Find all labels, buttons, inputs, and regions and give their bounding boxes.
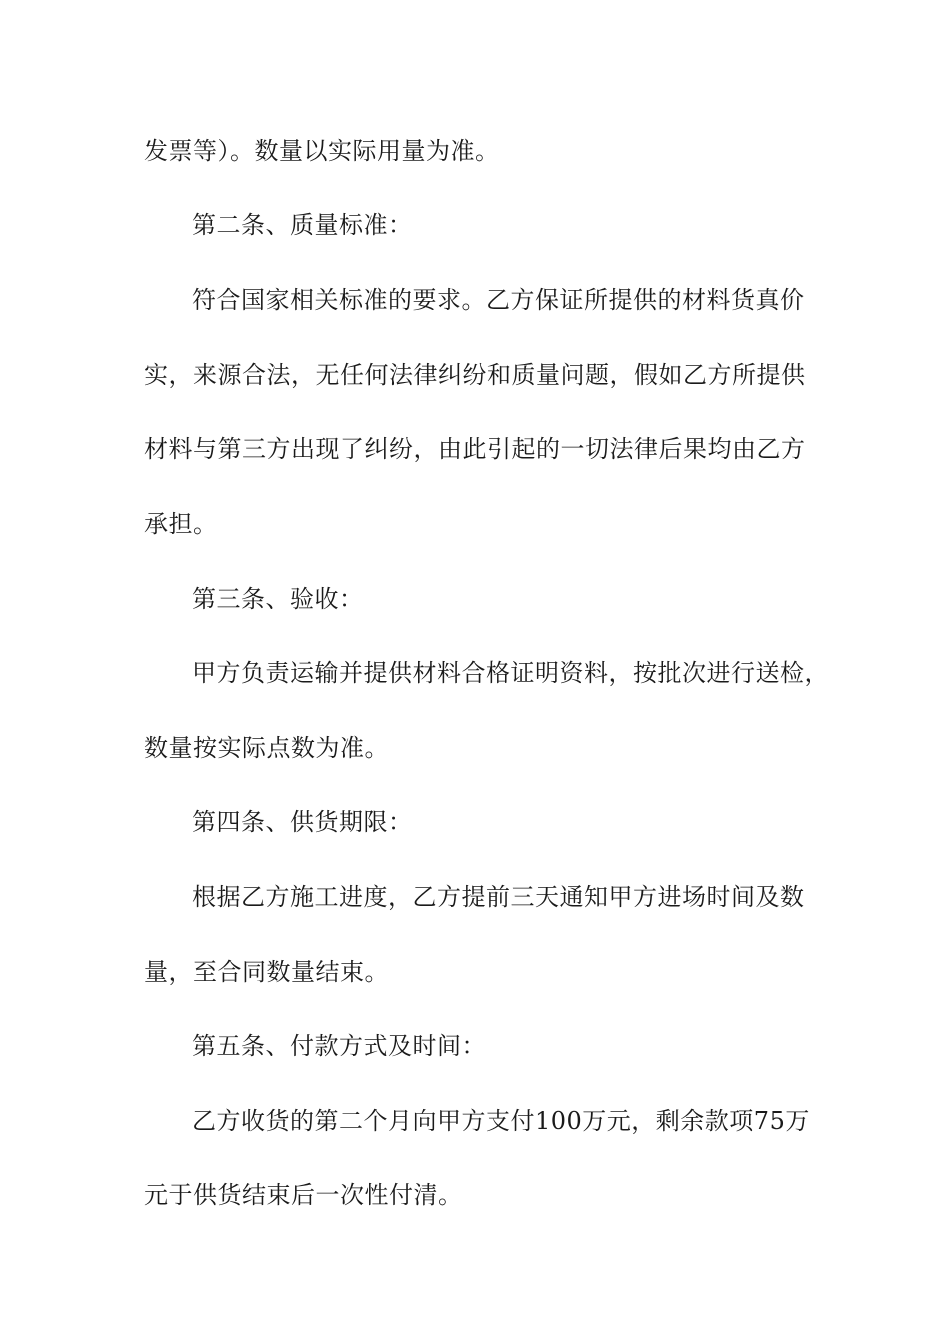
text-line: 实，来源合法，无任何法律纠纷和质量问题，假如乙方所提供 [144,361,806,389]
section-heading-acceptance: 第三条、验收： [192,585,364,613]
text-line: 材料与第三方出现了纠纷，由此引起的一切法律后果均由乙方 [144,435,806,463]
text-line: 元于供货结束后一次性付清。 [144,1181,463,1209]
text-line: 发票等）。数量以实际用量为准。 [144,137,500,165]
text-line: 根据乙方施工进度，乙方提前三天通知甲方进场时间及数 [192,883,805,911]
section-heading-supply-period: 第四条、供货期限： [192,808,413,836]
text-line: 量，至合同数量结束。 [144,958,389,986]
section-heading-quality: 第二条、质量标准： [192,211,413,239]
text-line: 甲方负责运输并提供材料合格证明资料，按批次进行送检， [192,659,829,687]
section-heading-payment: 第五条、付款方式及时间： [192,1032,486,1060]
text-line: 符合国家相关标准的要求。乙方保证所提供的材料货真价 [192,286,805,314]
text-line: 承担。 [144,510,218,538]
text-line: 乙方收货的第二个月向甲方支付100万元，剩余款项75万 [192,1107,810,1135]
text-line: 数量按实际点数为准。 [144,734,389,762]
